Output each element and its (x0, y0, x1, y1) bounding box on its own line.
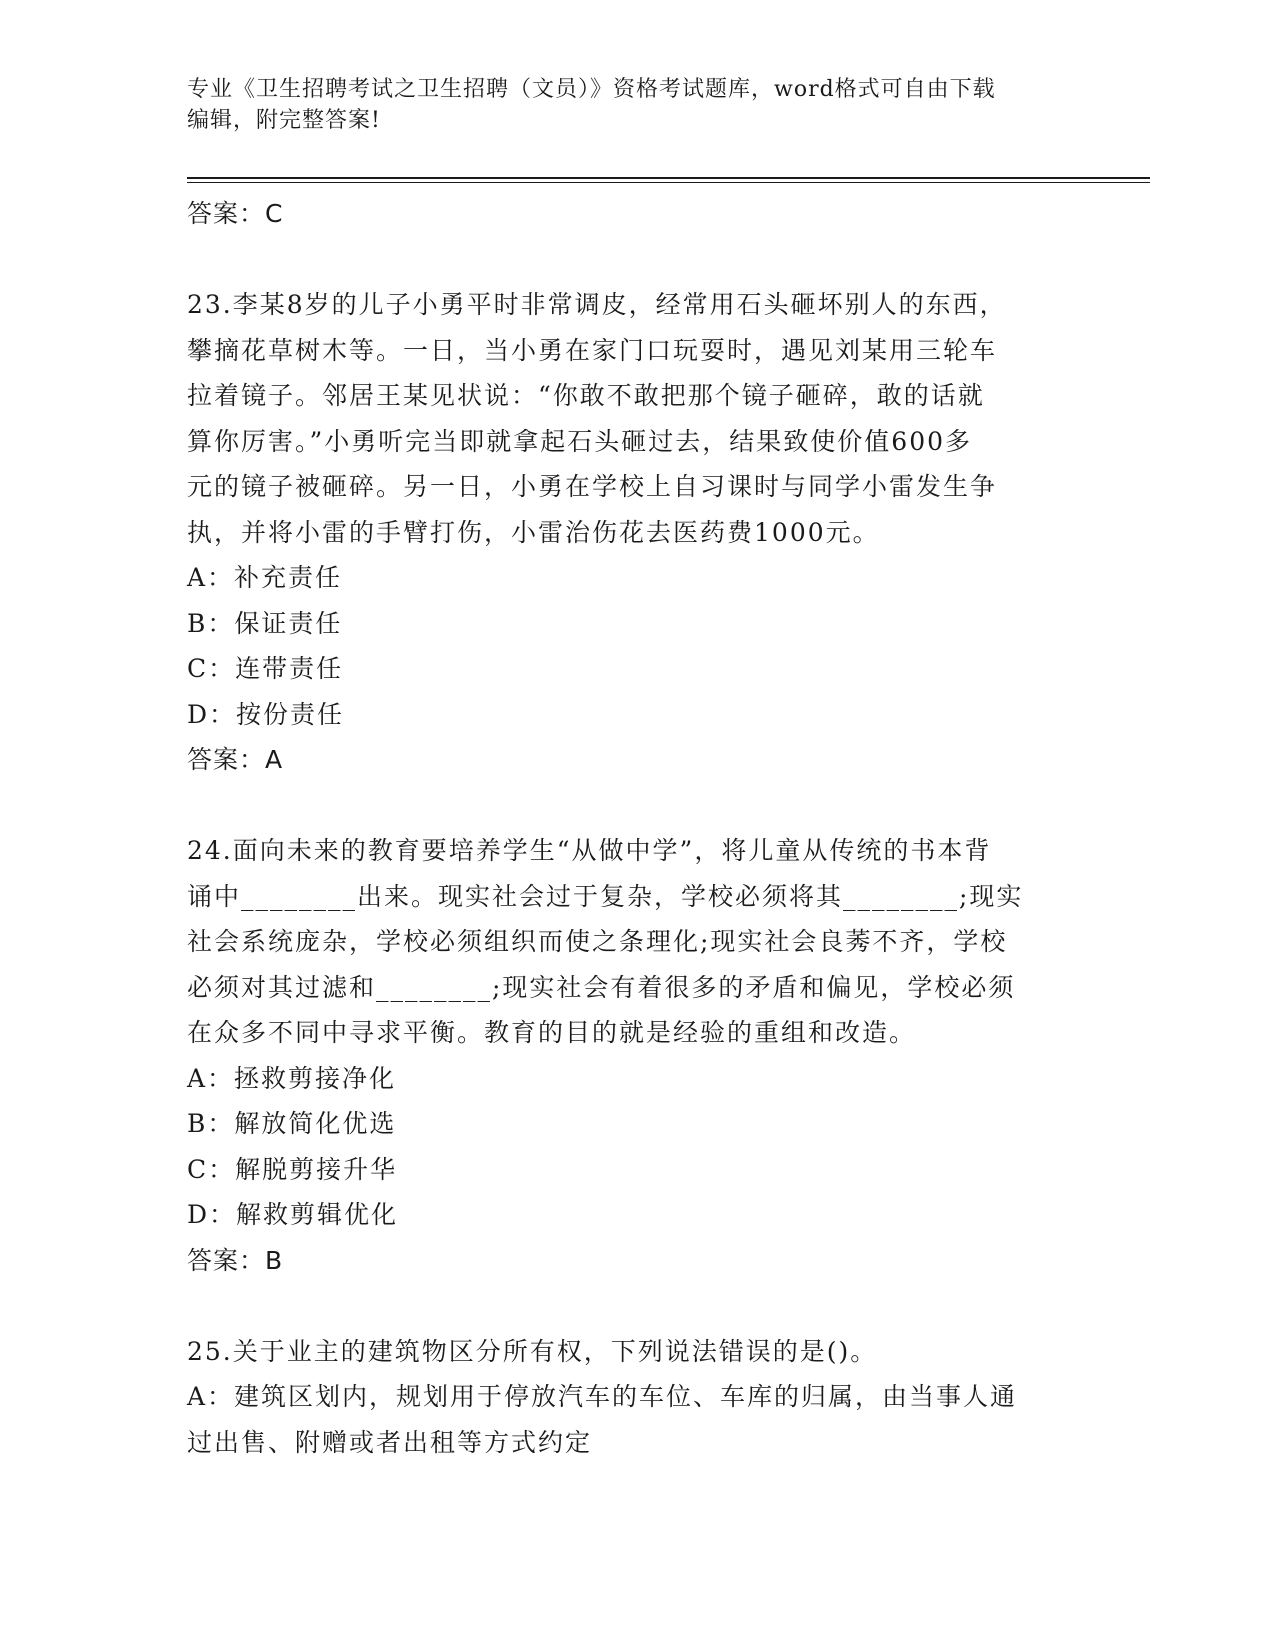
question-23 (187, 282, 1087, 783)
previous-answer: 答案：C (187, 199, 284, 228)
document-body (187, 191, 1087, 1465)
question-23-line-3: 拉着镜子。邻居王某见状说：“你敢不敢把那个镜子砸碎，敢的话就 (187, 381, 985, 410)
spacer (187, 237, 1087, 283)
question-24-line-1: 24.面向未来的教育要培养学生“从做中学”，将儿童从传统的书本背 (187, 836, 992, 865)
question-23-option-b: B：保证责任 (187, 608, 343, 638)
question-24-line-3: 社会系统庞杂，学校必须组织而使之条理化;现实社会良莠不齐，学校 (187, 927, 1008, 956)
header-divider-thick (187, 177, 1150, 179)
question-25-option-a-line-2: 过出售、附赠或者出租等方式约定 (187, 1427, 593, 1457)
question-23-answer: 答案：A (187, 745, 284, 774)
question-25-option-a-line-1: A：建筑区划内，规划用于停放汽车的车位、车库的归属，由当事人通 (187, 1382, 1018, 1411)
question-23-line-5: 元的镜子被砸碎。另一日，小勇在学校上自习课时与同学小雷发生争 (187, 472, 998, 501)
question-23-option-c: C：连带责任 (187, 654, 344, 683)
header-line-1: 专业《卫生招聘考试之卫生招聘（文员）》资格考试题库，word格式可自由下载 (187, 77, 996, 102)
question-23-option-a: A：补充责任 (187, 563, 343, 592)
document-header (187, 74, 1087, 136)
question-23-line-1: 23.李某8岁的儿子小勇平时非常调皮，经常用石头砸坏别人的东西， (187, 290, 1007, 319)
question-25 (187, 1329, 1087, 1466)
question-23-line-2: 攀摘花草树木等。一日，当小勇在家门口玩耍时，遇见刘某用三轮车 (187, 335, 998, 365)
header-line-2: 编辑，附完整答案! (187, 108, 381, 133)
question-24-option-a: A：拯救剪接净化 (187, 1063, 397, 1093)
question-24-line-5: 在众多不同中寻求平衡。教育的目的就是经验的重组和改造。 (187, 1018, 917, 1047)
question-24-option-b: B：解放简化优选 (187, 1109, 397, 1138)
question-24-answer: 答案：B (187, 1245, 284, 1275)
question-24 (187, 828, 1087, 1283)
spacer (187, 1283, 1087, 1329)
question-23-line-4: 算你厉害。”小勇听完当即就拿起石头砸过去，结果致使价值600多 (187, 426, 973, 456)
question-24-line-4: 必须对其过滤和________;现实社会有着很多的矛盾和偏见，学校必须 (187, 972, 1016, 1002)
question-24-option-c: C：解脱剪接升华 (187, 1154, 398, 1184)
header-divider-thin (187, 182, 1150, 183)
spacer (187, 783, 1087, 829)
question-25-line-1: 25.关于业主的建筑物区分所有权，下列说法错误的是()。 (187, 1336, 878, 1366)
question-24-line-2: 诵中________出来。现实社会过于复杂，学校必须将其________;现实 (187, 881, 1024, 911)
question-23-option-d: D：按份责任 (187, 699, 345, 729)
question-23-line-6: 执，并将小雷的手臂打伤，小雷治伤花去医药费1000元。 (187, 517, 880, 547)
question-24-option-d: D：解救剪辑优化 (187, 1200, 399, 1229)
